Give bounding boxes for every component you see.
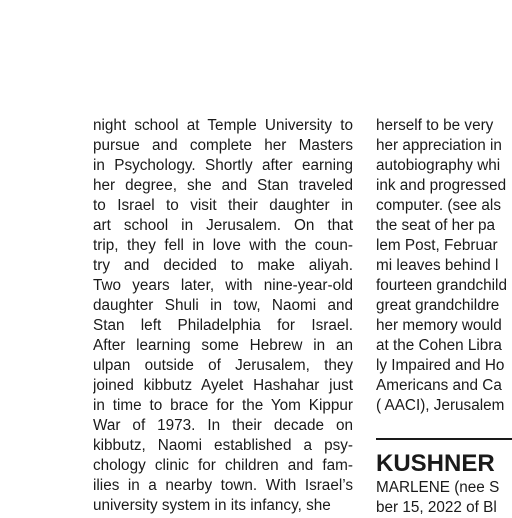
text-line: ink and progressed (376, 177, 507, 194)
text-line: kibbutz, Naomi established a psy- (93, 437, 353, 454)
text-line: Stan left Philadelphia for Israel. (93, 317, 353, 334)
text-line: Two years later, with nine-year-old (93, 277, 353, 294)
text-line: ulpan outside of Jerusalem, they (93, 357, 353, 374)
text-line: ilies in a nearby town. With Israel’s (93, 477, 353, 494)
article-column-left (93, 116, 353, 516)
text-line: chology clinic for children and fam- (93, 457, 353, 474)
text-line: mi leaves behind l (376, 257, 499, 274)
obituary-text (376, 478, 512, 518)
text-line: After learning some Hebrew in an (93, 337, 353, 354)
text-line: art school in Jerusalem. On that (93, 217, 353, 234)
obituary-line: ber 15, 2022 of Bl (376, 499, 497, 516)
text-line: War of 1973. In their decade on (93, 417, 353, 434)
obituary-divider (376, 438, 512, 440)
text-line: in time to brace for the Yom Kippur (93, 397, 353, 414)
text-line: university system in its infancy, she (93, 497, 331, 514)
text-line: at the Cohen Libra (376, 337, 502, 354)
text-line: ly Impaired and Ho (376, 357, 505, 374)
text-line: fourteen grandchild (376, 277, 507, 294)
article-column-right (376, 116, 512, 416)
text-line: in Psychology. Shortly after earning (93, 157, 353, 174)
text-line: joined kibbutz Ayelet Hashahar just (93, 377, 353, 394)
text-line: try and decided to make aliyah. (93, 257, 353, 274)
text-line: trip, they fell in love with the coun- (93, 237, 353, 254)
obituary-line: MARLENE (nee S (376, 479, 500, 496)
text-line: computer. (see als (376, 197, 501, 214)
text-line: pursue and complete her Masters (93, 137, 353, 154)
text-line: her degree, she and Stan traveled (93, 177, 353, 194)
text-line: autobiography whi (376, 157, 501, 174)
text-line: great grandchildre (376, 297, 500, 314)
text-line: her appreciation in (376, 137, 502, 154)
text-line: night school at Temple University to (93, 117, 353, 134)
text-line: daughter Shuli in tow, Naomi and (93, 297, 353, 314)
text-line: ( AACI), Jerusalem (376, 397, 505, 414)
text-line: Americans and Ca (376, 377, 502, 394)
text-line: her memory would (376, 317, 502, 334)
text-line: the seat of her pa (376, 217, 496, 234)
text-line: lem Post, Februar (376, 237, 498, 254)
obituary-surname: KUSHNER (376, 450, 495, 477)
text-line: to Israel to visit their daughter in (93, 197, 353, 214)
text-line: herself to be very (376, 117, 494, 134)
